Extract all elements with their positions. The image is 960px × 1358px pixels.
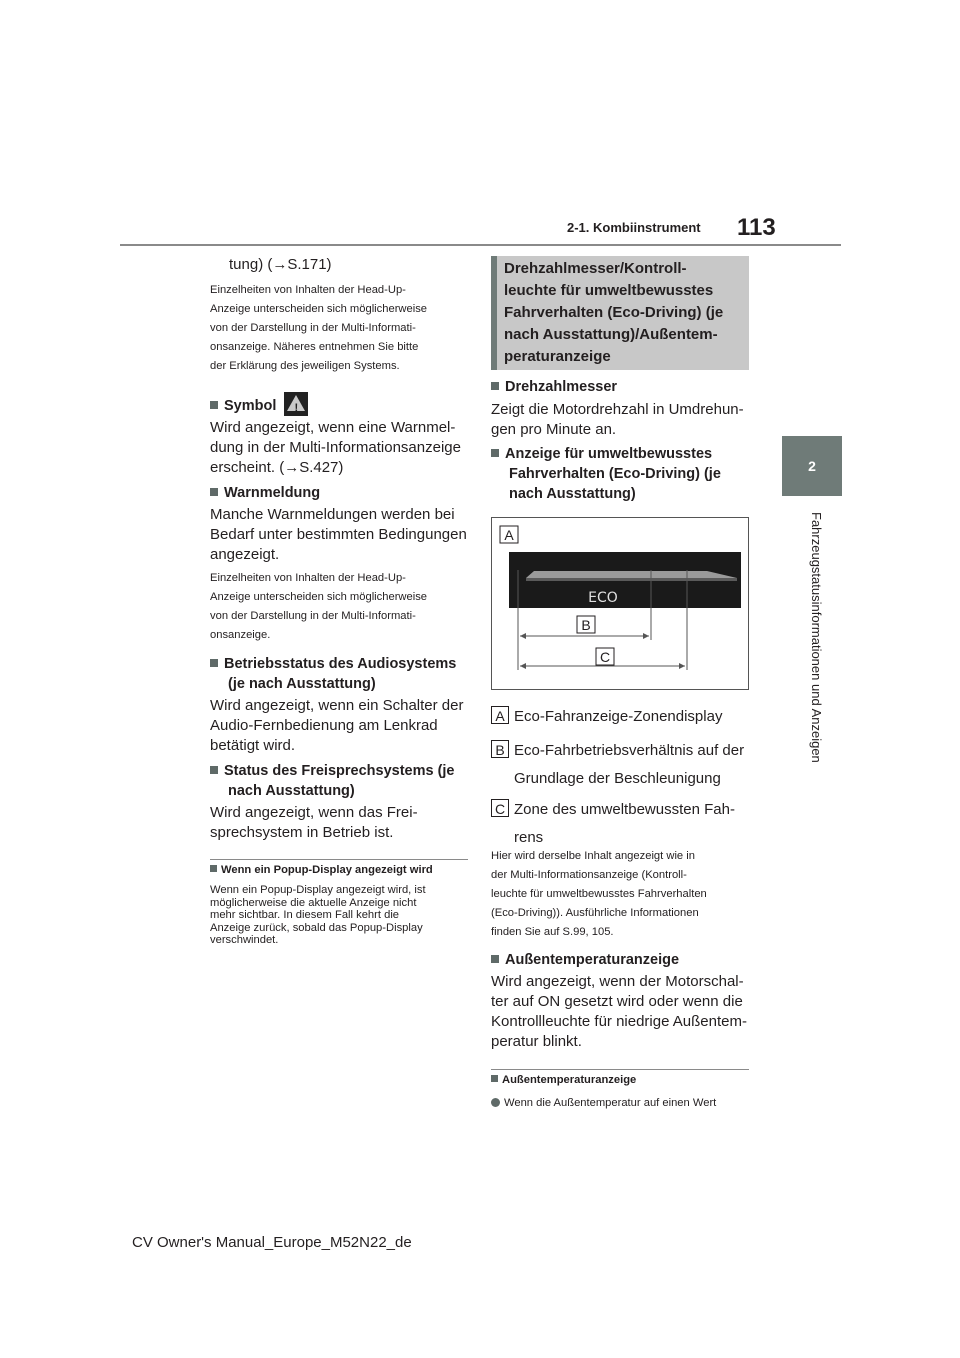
heading-text: Anzeige für umweltbewusstes [505,446,713,462]
popup-heading [210,864,433,876]
note-line: (Eco-Driving)). Ausführliche Informationen [491,907,699,919]
chapter-tab: 2 [782,436,842,496]
note-line: der Multi-Informationsanzeige (Kontroll- [491,869,687,881]
heading-text: Fahrverhalten (Eco-Driving) (je [509,466,721,482]
note-divider [210,859,468,860]
note-line: von der Darstellung in der Multi-Informati- [210,610,416,622]
eco-zone-band [526,571,737,578]
text-line: erscheint. (→S.427) [210,459,344,476]
heading-text: nach Ausstattung) [228,783,355,799]
legend-text: rens [514,829,544,846]
text-line: Anzeige zurück, sobald das Popup-Display [210,921,423,934]
chapter-title: Fahrzeugstatusinformationen und Anzeigen [809,512,824,763]
text-line: verschwindet. [210,934,279,946]
heading-text: Außentemperaturanzeige [505,952,680,968]
text-line: Wird angezeigt, wenn ein Schalter der [210,697,464,714]
temp-heading [491,950,679,970]
note-line: Anzeige unterscheiden sich möglicherweise [210,591,428,603]
bullet-icon [210,766,218,774]
legend-text: Eco-Fahrbetriebsverhältnis auf der [514,742,745,759]
heading-text: nach Ausstattung) [509,486,636,502]
heading-text: Betriebsstatus des Audiosystems [224,656,457,672]
note-line: Einzelheiten von Inhalten der Head-Up- [210,572,406,584]
text-line: gen pro Minute an. [491,421,617,438]
legend-text: Eco-Fahranzeige-Zonendisplay [514,708,723,725]
note-line: der Erklärung des jeweiligen Systems. [210,360,400,372]
symbol-text [210,418,461,478]
note-line: Einzelheiten von Inhalten der Head-Up- [210,284,406,296]
heading-text: Status des Freisprechsystems (je [224,763,455,779]
eco-zone-edge [526,578,737,581]
note-line: Hier wird derselbe Inhalt angezeigt wie in [491,850,695,862]
circle-bullet-icon [491,1098,500,1107]
handsfree-heading [210,761,455,801]
warnmeldung-heading [210,483,320,503]
text-line: betätigt wird. [210,737,296,754]
text-line: Wird angezeigt, wenn das Frei- [210,804,418,821]
text-line: Zeigt die Motordrehzahl in Umdrehun- [491,401,744,418]
bullet-icon [210,401,218,409]
page-number: 113 [737,214,776,241]
eco-diagram-svg [492,518,748,689]
arrow-head [643,633,649,639]
footer-manual-id: CV Owner's Manual_Europe_M52N22_de [132,1234,412,1251]
legend-label-b: B [491,740,509,758]
text-line: Wird angezeigt, wenn der Motorschal- [491,973,744,990]
legend-a [491,703,722,731]
bullet-icon [491,382,499,390]
box-title-line: Drehzahlmesser/Kontroll- [504,260,687,277]
note-line: Anzeige unterscheiden sich möglicherweise [210,303,428,315]
note-line: leuchte für umweltbewusstes Fahrverhalten [491,888,707,900]
arrow-head [520,633,526,639]
note-divider [491,1069,749,1070]
box-title-line: nach Ausstattung)/Außentem- [504,326,718,343]
text-line: peratur blinkt. [491,1033,582,1050]
text-line: ter auf ON gesetzt wird oder wenn die [491,993,743,1010]
section-title: 2-1. Kombiinstrument [567,220,701,235]
legend-text: Zone des umweltbewussten Fah- [514,801,735,818]
note-line: finden Sie auf S.99, 105. [491,926,614,938]
note-text: Wenn die Außentemperatur auf einen Wert [504,1097,717,1109]
legend-label-a: A [491,706,509,724]
text-line: Wird angezeigt, wenn eine Warnmel- [210,419,456,436]
eco-note [491,847,707,942]
legend-b [491,737,744,793]
callout-c-label: C [599,649,611,665]
text-line: Bedarf unter bestimmten Bedingungen [210,526,467,543]
text-line: Kontrollleuchte für niedrige Außentem- [491,1013,747,1030]
box-title-line: leuchte für umweltbewusstes [504,282,714,299]
text-line: sprechsystem in Betrieb ist. [210,824,394,841]
symbol-heading [210,392,308,416]
note-line: onsanzeige. [210,629,271,641]
audio-heading [210,654,456,694]
audio-text [210,696,463,756]
header-divider [120,244,841,246]
bullet-icon [491,449,499,457]
heading-text: Drehzahlmesser [505,379,618,395]
text-line: dung in der Multi-Informationsanzeige [210,439,461,456]
temp-note-heading [491,1074,636,1086]
tacho-heading [491,377,617,397]
handsfree-text [210,803,418,843]
heading-text: Symbol [224,398,277,414]
hud-note-1 [210,281,427,376]
eco-zone-diagram [491,517,749,690]
tacho-text [491,400,744,440]
heading-text: Außentemperaturanzeige [502,1074,637,1086]
box-title-line: peraturanzeige [504,348,611,365]
arrow-head [679,663,685,669]
bullet-icon [210,865,217,872]
popup-text [210,884,426,947]
note-line: onsanzeige. Näheres entnehmen Sie bitte [210,341,419,353]
note-line: von der Darstellung in der Multi-Informati- [210,322,416,334]
bullet-icon [210,488,218,496]
continued-line: tung) (→S.171) [229,256,332,273]
legend-label-c: C [491,799,509,817]
heading-text: (je nach Ausstattung) [228,676,376,692]
text-line: Wenn ein Popup-Display angezeigt wird, ist [210,884,426,896]
temp-note-item [491,1097,716,1109]
heading-text: Warnmeldung [224,485,321,501]
bullet-icon [491,955,499,963]
temp-text [491,972,747,1052]
text-line: mehr sichtbar. In diesem Fall kehrt die [210,909,400,921]
text-line: Audio-Fernbedienung am Lenkrad [210,717,438,734]
heading-text: Wenn ein Popup-Display angezeigt wird [221,864,433,876]
callout-b-label: B [581,617,591,633]
arrow-head [520,663,526,669]
text-line: angezeigt. [210,546,280,563]
bullet-icon [491,1075,498,1082]
warning-triangle-icon: ! [284,392,308,416]
eco-heading [491,444,721,504]
text-line: möglicherweise die aktuelle Anzeige nicht [210,896,417,909]
bullet-icon [210,659,218,667]
eco-label: ECO [588,590,618,606]
legend-text: Grundlage der Beschleunigung [514,770,721,787]
box-title-line: Fahrverhalten (Eco-Driving) (je [504,304,724,321]
hud-note-2 [210,569,427,645]
legend-c [491,796,735,852]
warnmeldung-text [210,505,467,565]
section-box-title [491,256,749,370]
text-line: Manche Warnmeldungen werden bei [210,506,455,523]
callout-a-label: A [504,527,514,543]
